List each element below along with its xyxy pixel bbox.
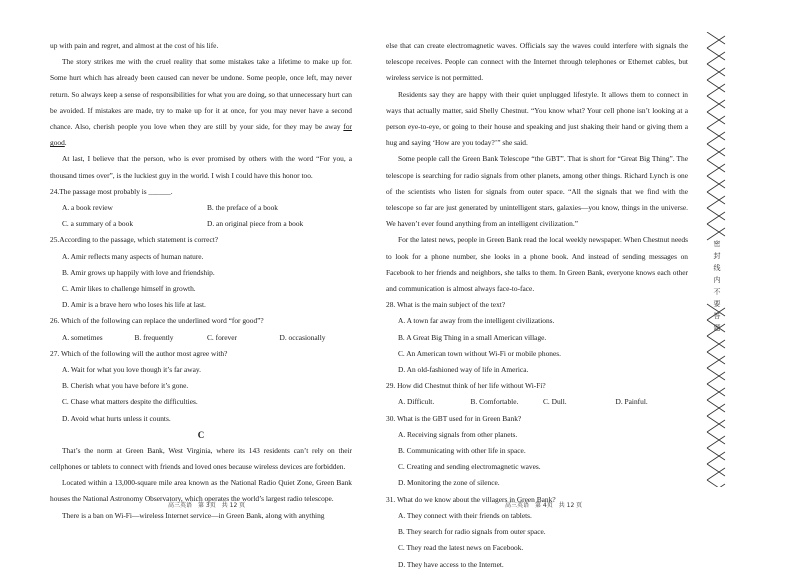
option: A. Amir reflects many aspects of human nature. (62, 251, 204, 261)
paragraph: At last, I believe that the person, who is ever promised by others with the word “For you, a thousand times over”, is the luckiest guy in the world. I wish I could have this honor too. (50, 154, 352, 180)
paragraph: up with pain and regret, and almost at the cost of his life. (50, 41, 219, 50)
option: D. Avoid what hurts unless it counts. (62, 413, 171, 423)
paragraph: There is a ban on Wi-Fi—wireless Internet service—in Green Bank, along with anything (62, 510, 325, 520)
paragraph: The story strikes me with the cruel reality that some mistakes take a lifetime to make up for. Some hurt which has already been caused can never be undone. Some people, once left, may never return. So always keep a sense of responsibilities for what you are doing, so that unnecessary hurt can be avoided. If mistakes are made, try to make up for it at once, for you may never have a second chance. Also, cherish people you love when they are still by your side, for they may be away for good. (50, 57, 352, 148)
option: A. They connect with their friends on tablets. (398, 510, 532, 520)
question-28: 28. What is the main subject of the text? (386, 300, 506, 310)
option: C. Chase what matters despite the difficulties. (62, 397, 198, 407)
question-30: 30. What is the GBT used for in Green Bank? (386, 413, 522, 423)
paragraph: else that can create electromagnetic waves. Officials say the waves could interfere with signals the telescope receives. People can connect with the Internet through telephones or Ethernet cables, but wireless service is not permitted. (386, 41, 688, 83)
option: A. Difficult. (398, 397, 435, 407)
section-heading: C (197, 429, 205, 440)
right-column (386, 38, 688, 573)
option: B. Amir grows up happily with love and friendship. (62, 267, 215, 277)
option: B. Comfortable. (470, 397, 519, 407)
question-24: 24.The passage most probably is ______. (50, 186, 173, 196)
page-footer-left: 高三英语 第 3页 共 12 页 (168, 502, 246, 509)
binding-notice: 密 封 线 内 不 要 答 题 (713, 240, 721, 332)
option: A. Wait for what you love though it’s far away. (62, 365, 201, 375)
option: D. occasionally (279, 332, 326, 342)
option: D. an original piece from a book (207, 219, 304, 229)
option: C. a summary of a book (62, 219, 134, 229)
page-footer-right: 高三英语 第 4页 共 12 页 (505, 502, 583, 509)
option: C. Dull. (543, 397, 567, 407)
option: B. Cherish what you have before it’s gone. (62, 381, 189, 391)
question-31: 31. What do we know about the villagers in Green Bank? (386, 494, 556, 504)
option: C. Amir likes to challenge himself in growth. (62, 284, 196, 294)
underlined-phrase: for good (50, 122, 352, 148)
option: D. They have access to the Internet. (398, 559, 504, 569)
option: B. Communicating with other life in space. (398, 446, 526, 456)
options-24 (50, 216, 352, 232)
option: C. They read the latest news on Facebook. (398, 543, 524, 553)
paragraph: Some people call the Green Bank Telescope “the GBT”. That is short for “Great Big Thing”. The telescope is searching for radio signals from other planets, among other things. Richard Lynch is one of the scientists who listen for signals from outer space. “All the signals that we find with the telescope so far are just generated by unintelligent stars, galaxies—you know, things in the universe. We haven’t ever found anything from an intelligent civilization.” (386, 154, 688, 229)
paragraph: Located within a 13,000-square mile area known as the National Radio Quiet Zone, Green Bank houses the National Astronomy Observatory, which operates the world’s largest radio telescope. (50, 478, 352, 504)
option: D. Monitoring the zone of silence. (398, 478, 500, 488)
options-26 (50, 330, 352, 346)
option: C. An American town without Wi-Fi or mobile phones. (398, 348, 561, 358)
option: D. Painful. (615, 397, 648, 407)
question-26: 26. Which of the following can replace the underlined word “for good”? (50, 316, 264, 326)
option: B. A Great Big Thing in a small American village. (398, 332, 547, 342)
option: C. forever (207, 332, 237, 342)
option: B. They search for radio signals from outer space. (398, 527, 546, 537)
question-29: 29. How did Chestnut think of her life without Wi-Fi? (386, 381, 546, 391)
question-25: 25.According to the passage, which statement is correct? (50, 235, 219, 245)
option: D. An old-fashioned way of life in America. (398, 365, 529, 375)
options-24 (50, 200, 352, 216)
paragraph: That’s the norm at Green Bank, West Virginia, where its 143 residents can’t rely on their cellphones or tablets to connect with friends and loved ones because wireless devices are forbidden. (50, 445, 352, 472)
option: A. sometimes (62, 332, 103, 342)
option: B. frequently (134, 332, 174, 342)
option: A. A town far away from the intelligent civilizations. (398, 316, 555, 326)
option: B. the preface of a book (207, 203, 279, 213)
paragraph: For the latest news, people in Green Bank read the local weekly newspaper. When Chestnut needs to look for a phone number, she looks in a phone book. And instead of sending messages on Facebook to her friends and neighbors, she talks to them. In Green Bank, everyone knows each other and communication is almost always face-to-face. (386, 235, 688, 294)
option: C. Creating and sending electromagnetic waves. (398, 462, 541, 472)
question-27: 27. Which of the following will the author most agree with? (50, 348, 228, 358)
left-column (50, 38, 352, 524)
paragraph: Residents say they are happy with their quiet unplugged lifestyle. It allows them to connect in ways that actually matter, said Shelly Chestnut. “You know what? Your cell phone isn’t looking at a person eye-to-eye, or going to their house and speaking and just shaking their hand or giving them a hug and saying ‘How are you today?’” she said. (386, 89, 688, 148)
options-29 (386, 394, 688, 410)
option: A. a book review (62, 203, 113, 213)
option: A. Receiving signals from other planets. (398, 429, 518, 439)
option: D. Amir is a brave hero who loses his life at last. (62, 300, 206, 310)
